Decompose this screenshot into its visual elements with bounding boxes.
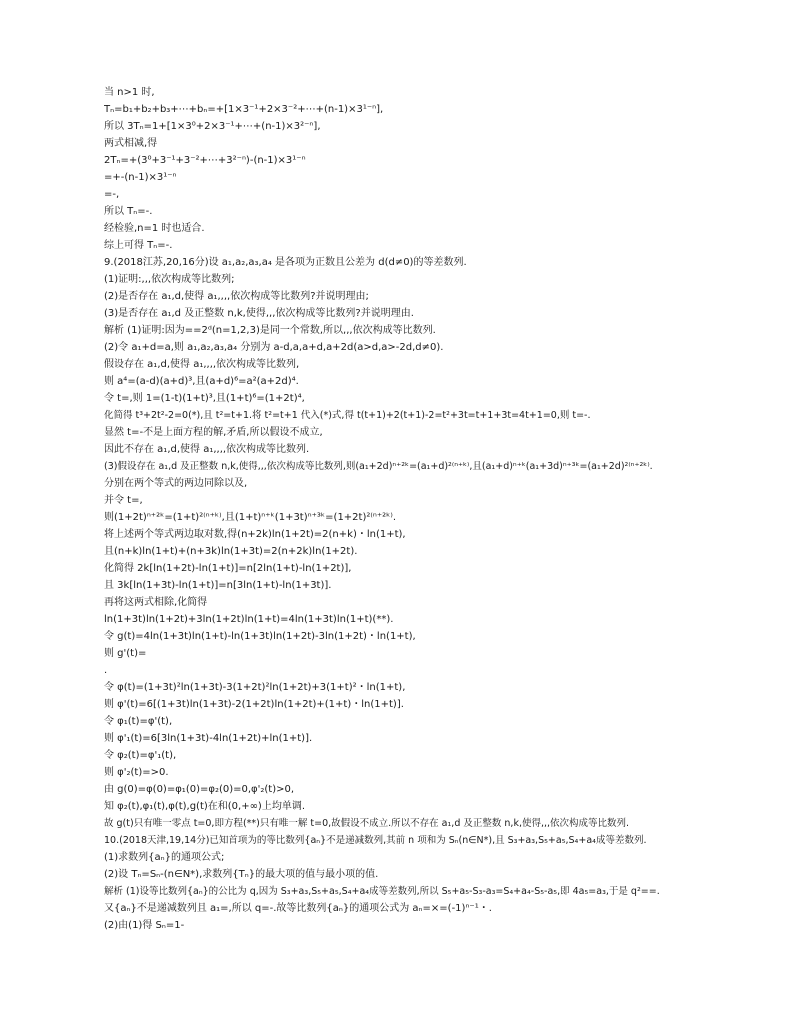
text-line: 则 φ'₂(t)=>0.: [104, 767, 169, 778]
text-line: 则 a⁴=(a-d)(a+d)³,且(a+d)⁶=a²(a+2d)⁴.: [104, 376, 299, 387]
text-line: (2)令 a₁+d=a,则 a₁,a₂,a₃,a₄ 分别为 a-d,a,a+d,a+2d(a>d,a>-2d,d≠0).: [104, 342, 444, 353]
text-line: .: [104, 665, 108, 676]
text-line: =-,: [104, 189, 120, 200]
text-line: 又{aₙ}不是递减数列且 a₁=,所以 q=-.故等比数列{aₙ}的通项公式为 aₙ=×=(-1)ⁿ⁻¹・.: [104, 903, 492, 914]
text-line: 化简得 2k[ln(1+2t)-ln(1+t)]=n[2ln(1+t)-ln(1+2t)],: [104, 563, 352, 574]
text-line: 令 φ₁(t)=φ'(t),: [104, 716, 173, 727]
text-line: 经检验,n=1 时也适合.: [104, 223, 205, 234]
text-line: 分别在两个等式的两边同除以及,: [104, 478, 248, 489]
text-line: 因此不存在 a₁,d,使得 a₁,,,,依次构成等比数列.: [104, 444, 310, 455]
text-line: 2Tₙ=+(3⁰+3⁻¹+3⁻²+⋯+3²⁻ⁿ)-(n-1)×3¹⁻ⁿ: [104, 155, 306, 166]
text-line: (3)假设存在 a₁,d 及正整数 n,k,使得,,,依次构成等比数列,则(a₁+2d)ⁿ⁺²ᵏ=(a₁+d)²⁽ⁿ⁺ᵏ⁾,且(a₁+d)ⁿ⁺ᵏ(a₁+3d)ⁿ⁺³ᵏ=(a₁+2d)²⁽ⁿ⁺²ᵏ⁾.: [104, 461, 653, 472]
text-line: 则 φ'(t)=6[(1+3t)ln(1+3t)-2(1+2t)ln(1+2t)+(1+t)・ln(1+t)].: [104, 699, 404, 710]
text-line: 且(n+k)ln(1+t)+(n+3k)ln(1+3t)=2(n+2k)ln(1+2t).: [104, 546, 358, 557]
text-line: 知 φ₂(t),φ₁(t),φ(t),g(t)在和(0,+∞)上均单调.: [104, 801, 305, 812]
text-line: 解析 (1)证明:因为==2ᵈ(n=1,2,3)是同一个常数,所以,,,依次构成等比数列.: [104, 325, 436, 336]
text-line: (2)由(1)得 Sₙ=1-: [104, 920, 185, 931]
text-line: 令 g(t)=4ln(1+3t)ln(1+t)-ln(1+3t)ln(1+2t)-3ln(1+2t)・ln(1+t),: [104, 631, 416, 642]
text-line: (2)设 Tₙ=Sₙ-(n∈N*),求数列{Tₙ}的最大项的值与最小项的值.: [104, 869, 379, 880]
text-line: 则 g'(t)=: [104, 648, 147, 659]
text-line: =+-(n-1)×3¹⁻ⁿ: [104, 172, 177, 183]
text-line: 假设存在 a₁,d,使得 a₁,,,,依次构成等比数列,: [104, 359, 300, 370]
text-line: 化简得 t³+2t²-2=0(*),且 t²=t+1.将 t²=t+1 代入(*)式,得 t(t+1)+2(t+1)-2=t²+3t=t+1+3t=4t+1=0,则 t=-.: [104, 410, 591, 421]
text-line: 令 φ(t)=(1+3t)²ln(1+3t)-3(1+2t)²ln(1+2t)+3(1+t)²・ln(1+t),: [104, 682, 406, 693]
text-line: 综上可得 Tₙ=-.: [104, 240, 173, 251]
text-line: 将上述两个等式两边取对数,得(n+2k)ln(1+2t)=2(n+k)・ln(1+t),: [104, 529, 406, 540]
text-line: 令 t=,则 1=(1-t)(1+t)³,且(1+t)⁶=(1+2t)⁴,: [104, 393, 305, 404]
text-line: (1)证明:,,,依次构成等比数列;: [104, 274, 235, 285]
text-line: 由 g(0)=φ(0)=φ₁(0)=φ₂(0)=0,φ'₂(t)>0,: [104, 784, 295, 795]
text-line: Tₙ=b₁+b₂+b₃+⋯+bₙ=+[1×3⁻¹+2×3⁻²+⋯+(n-1)×3¹⁻ⁿ],: [104, 104, 384, 115]
text-line: (2)是否存在 a₁,d,使得 a₁,,,,依次构成等比数列?并说明理由;: [104, 291, 369, 302]
text-line: 则(1+2t)ⁿ⁺²ᵏ=(1+t)²⁽ⁿ⁺ᵏ⁾,且(1+t)ⁿ⁺ᵏ(1+3t)ⁿ⁺³ᵏ=(1+2t)²⁽ⁿ⁺²ᵏ⁾.: [104, 512, 396, 523]
text-line: 故 g(t)只有唯一零点 t=0,即方程(**)只有唯一解 t=0,故假设不成立.所以不存在 a₁,d 及正整数 n,k,使得,,,依次构成等比数列.: [104, 818, 630, 829]
text-line: 当 n>1 时,: [104, 87, 155, 98]
text-line: 再将这两式相除,化简得: [104, 597, 208, 608]
text-line: 且 3k[ln(1+3t)-ln(1+t)]=n[3ln(1+t)-ln(1+3t)].: [104, 580, 332, 591]
text-line: 所以 Tₙ=-.: [104, 206, 153, 217]
text-line: 则 φ'₁(t)=6[3ln(1+3t)-4ln(1+2t)+ln(1+t)].: [104, 733, 313, 744]
text-line: (3)是否存在 a₁,d 及正整数 n,k,使得,,,依次构成等比数列?并说明理由.: [104, 308, 414, 319]
text-line: 显然 t=-不是上面方程的解,矛盾,所以假设不成立,: [104, 427, 323, 438]
text-line: 10.(2018天津,19,14分)已知首项为的等比数列{aₙ}不是递减数列,其前 n 项和为 Sₙ(n∈N*),且 S₃+a₃,S₅+a₅,S₄+a₄成等差数列.: [104, 835, 647, 846]
text-line: 所以 3Tₙ=1+[1×3⁰+2×3⁻¹+⋯+(n-1)×3²⁻ⁿ],: [104, 121, 321, 132]
text-line: 解析 (1)设等比数列{aₙ}的公比为 q,因为 S₃+a₃,S₅+a₅,S₄+a₄成等差数列,所以 S₅+a₅-S₃-a₃=S₄+a₄-S₅-a₅,即 4a₅=a₃,于是 q²==.: [104, 886, 660, 897]
document-body: [104, 84, 764, 934]
text-line: 两式相减,得: [104, 138, 158, 149]
text-line: 并令 t=,: [104, 495, 143, 506]
text-line: ln(1+3t)ln(1+2t)+3ln(1+2t)ln(1+t)=4ln(1+3t)ln(1+t)(**).: [104, 614, 394, 625]
text-line: 9.(2018江苏,20,16分)设 a₁,a₂,a₃,a₄ 是各项为正数且公差为 d(d≠0)的等差数列.: [104, 257, 467, 268]
text-line: 令 φ₂(t)=φ'₁(t),: [104, 750, 177, 761]
text-line: (1)求数列{aₙ}的通项公式;: [104, 852, 225, 863]
